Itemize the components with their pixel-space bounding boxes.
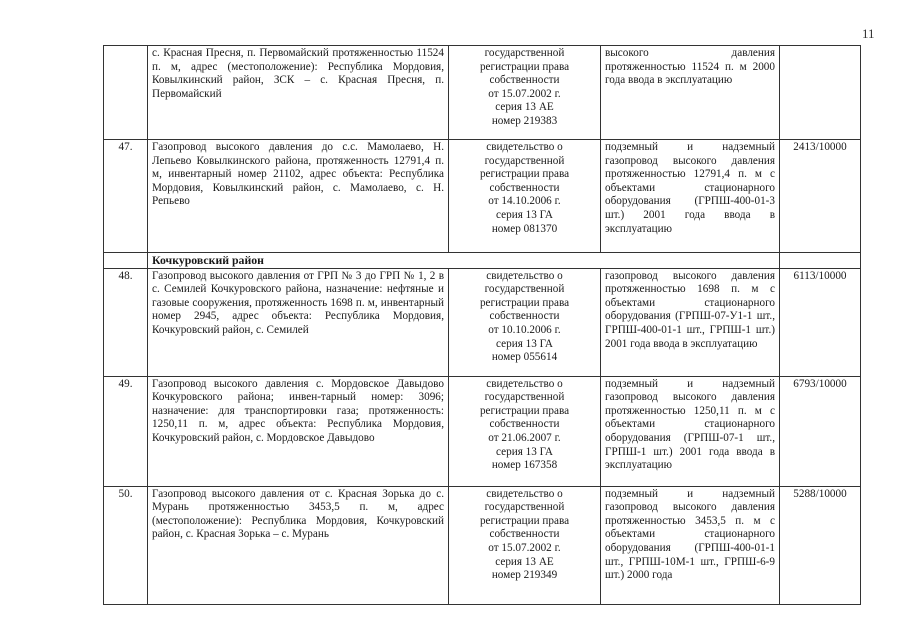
object-characteristics: подземный и надземный газопровод высокого давления протяженностью 1250,11 п. м с объектами стационарного оборудования (ГРПШ-07-1 шт., ГРПШ-1 шт.) 2001 года ввода в эксплуатацию xyxy=(601,376,780,486)
object-description: Газопровод высокого давления от с. Красная Зорька до с. Мурань протяженностью 3453,5 п. м, адрес (местоположение): Республика Мордовия, Кочкуровский район, с. Красная Зорька – с. Мурань xyxy=(148,486,449,604)
row-number: 48. xyxy=(104,268,148,376)
object-characteristics: газопровод высокого давления протяженностью 1698 п. м с объектами стационарного оборудования (ГРПШ-07-У1-1 шт., ГРПШ-400-01-1 шт., ГРПШ-1 шт.) 2001 года ввода в эксплуатацию xyxy=(601,268,780,376)
table-row xyxy=(104,268,861,376)
registration-document xyxy=(449,268,601,376)
registration-document-line: регистрации права xyxy=(479,514,570,527)
registration-document-line: от 15.07.2002 г. xyxy=(488,541,561,554)
registration-document-line: свидетельство о xyxy=(486,141,563,153)
registration-document-line: свидетельство о xyxy=(486,487,563,500)
ownership-share: 2413/10000 xyxy=(780,140,861,253)
registration-document-line: собственности xyxy=(489,74,560,87)
share-cell xyxy=(780,253,861,269)
registration-document-line: от 14.10.2006 г. xyxy=(488,195,561,208)
registration-document-line: номер 219383 xyxy=(491,114,558,127)
registration-document-line: собственности xyxy=(489,418,560,431)
ownership-share: 5288/10000 xyxy=(780,486,861,604)
row-number: 50. xyxy=(104,486,148,604)
registration-document-line: собственности xyxy=(489,181,560,194)
registration-document-line: свидетельство о xyxy=(486,377,563,390)
row-number: 47. xyxy=(104,140,148,253)
object-characteristics: подземный и надземный газопровод высокого давления протяженностью 3453,5 п. м с объектами стационарного оборудования (ГРПШ-400-01-1 шт., ГРПШ-10М-1 шт., ГРПШ-6-9 шт.) 2000 года xyxy=(601,486,780,604)
row-number-cell xyxy=(104,253,148,269)
registration-document-line: серия 13 ГА xyxy=(496,445,553,458)
object-description: Газопровод высокого давления с. Мордовское Давыдово Кочкуровского района; инвен-тарный номер: 3096; назначение: для транспортировки газа; протяженность: 1250,11 п. м, адрес объекта: Республика Мордовия, Кочкуровский район, с. Мордовское Давыдово xyxy=(148,376,449,486)
registration-document-line: серия 13 АЕ xyxy=(495,101,554,114)
registration-document-line: номер 167358 xyxy=(491,459,558,472)
registration-document-line: номер 055614 xyxy=(491,351,558,364)
registration-document-line: серия 13 АЕ xyxy=(495,555,554,568)
property-register-table xyxy=(103,45,861,605)
registration-document-line: регистрации права xyxy=(479,60,570,73)
registration-document xyxy=(449,46,601,140)
registration-document-line: серия 13 ГА xyxy=(496,208,553,221)
table-row xyxy=(104,376,861,486)
registration-document-line: государственной xyxy=(484,283,565,296)
page-number: 11 xyxy=(862,26,875,41)
registration-document-line: собственности xyxy=(489,310,560,323)
registration-document-line: от 15.07.2002 г. xyxy=(488,87,561,100)
row-number: 49. xyxy=(104,376,148,486)
object-description: Газопровод высокого давления от ГРП № 3 до ГРП № 1, 2 в с. Семилей Кочкуровского района, назначение: нефтяные и газовые сооружения, протяженность 1698 п. м, инвентарный номер 2945, адрес объекта: Республика Мордовия, Кочкуровский район, с. Семилей xyxy=(148,268,449,376)
registration-document xyxy=(449,486,601,604)
registration-document-line: номер 081370 xyxy=(491,222,558,235)
registration-document-line: собственности xyxy=(489,528,560,541)
registration-document xyxy=(449,376,601,486)
registration-document-line: серия 13 ГА xyxy=(496,337,553,350)
ownership-share xyxy=(780,46,861,140)
registration-document-line: регистрации права xyxy=(479,296,570,309)
row-number xyxy=(104,46,148,140)
object-characteristics: высокого давления протяженностью 11524 п. м 2000 года ввода в эксплуатацию xyxy=(601,46,780,140)
object-description: с. Красная Пресня, п. Первомайский протяженностью 11524 п. м, адрес (местоположение): Республика Мордовия, Ковылкинский район, ЗСК – с. Красная Пресня, п. Первомайский xyxy=(148,46,449,140)
registration-document-line: от 10.10.2006 г. xyxy=(488,323,561,336)
registration-document xyxy=(449,140,601,253)
register-table-body xyxy=(104,46,861,605)
registration-document-line: государственной xyxy=(484,154,565,167)
registration-document-line: государственной xyxy=(484,47,565,59)
table-row xyxy=(104,46,861,140)
registration-document-line: регистрации права xyxy=(479,404,570,417)
ownership-share: 6793/10000 xyxy=(780,376,861,486)
ownership-share: 6113/10000 xyxy=(780,268,861,376)
registration-document-line: государственной xyxy=(484,391,565,404)
registration-document-line: регистрации права xyxy=(479,168,570,181)
registration-document-line: номер 219349 xyxy=(491,569,558,582)
district-name: Кочкуровский район xyxy=(148,253,780,269)
table-row xyxy=(104,140,861,253)
registration-document-line: государственной xyxy=(484,501,565,514)
table-row xyxy=(104,486,861,604)
object-description: Газопровод высокого давления до с.с. Мамолаево, Н. Лепьево Ковылкинского района, протяженность 12791,4 п. м, инвентарный номер 21102, адрес объекта: Республика Мордовия, Ковылкинский район, с. Мамолаево, с. Н. Репьево xyxy=(148,140,449,253)
object-characteristics: подземный и надземный газопровод высокого давления протяженностью 12791,4 п. м с объектами стационарного оборудования (ГРПШ-400-01-3 шт.) 2001 года ввода в эксплуатацию xyxy=(601,140,780,253)
registration-document-line: свидетельство о xyxy=(486,269,563,282)
district-header-row xyxy=(104,253,861,269)
registration-document-line: от 21.06.2007 г. xyxy=(488,431,561,444)
